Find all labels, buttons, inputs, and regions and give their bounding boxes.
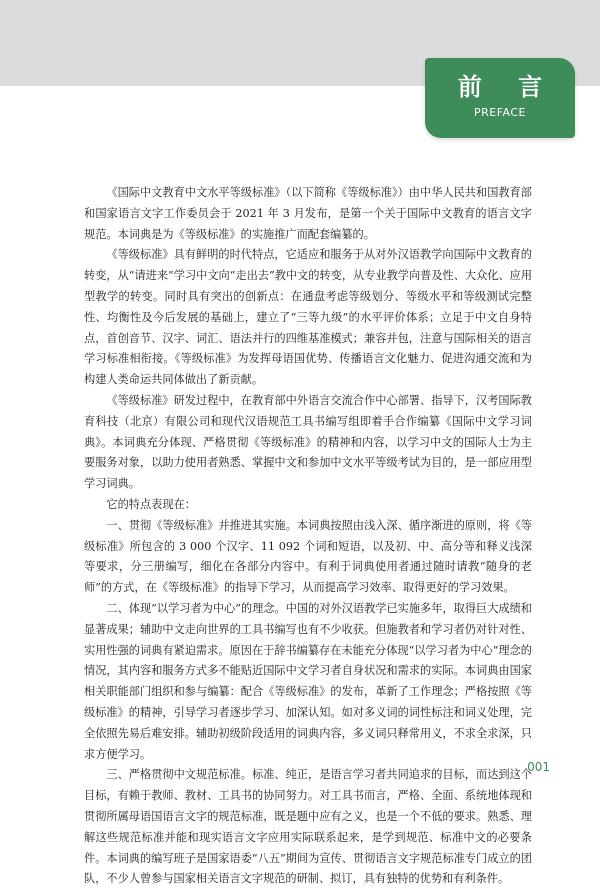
- paragraph: 一、贯彻《等级标准》并推进其实施。本词典按照由浅入深、循序渐进的原则，将《等级标准》所包含的 3 000 个汉字、11 092 个词和短语，以及初、中、高分等和释义浅深等要求，分三册编写，细化在各部分内容中。有利于词典使用者通过随时请教“随身的老师”的方式，在《等级标准》的指导下学习，从而提高学习效率、取得更好的学习效果。: [84, 518, 532, 595]
- paragraph: 《等级标准》具有鲜明的时代特点，它适应和服务于从对外汉语教学向国际中文教育的转变，从“请进来”学习中文向“走出去”教中文的转变，从专业教学向普及性、大众化、应用型教学的转变。同时具有突出的创新点：在通盘考虑等级划分、等级水平和等级测试完整性、均衡性及今后发展的基础上，建立了“三等九级”的水平评价体系；立足于中文自身特点，首创音节、汉字、词汇、语法并行的四维基准模式；兼容并包，注意与国际相关的语言学习标准相衔接。《等级标准》为发挥母语国优势、传播语言文化魅力、促进沟通交流和为构建人类命运共同体做出了新贡献。: [84, 248, 533, 387]
- paragraph: 《国际中文教育中文水平等级标准》（以下简称《等级标准》）由中华人民共和国教育部和国家语言文字工作委员会于 2021 年 3 月发布，是第一个关于国际中文教育的语言文字规范。本词典是为《等级标准》的实施推广而配套编纂的。: [84, 186, 532, 241]
- section-title: 前 言: [457, 73, 557, 101]
- paragraph: 二、体现“以学习者为中心”的理念。中国的对外汉语教学已实施多年，取得巨大成绩和显著成果；辅助中文走向世界的工具书编写也有不少收获。但施教者和学习者仍对针对性、实用性强的词典有紧迫需求。原因在于辞书编纂存在未能充分体现“以学习者为中心”理念的情况，其内容和服务方式多不能贴近国际中文学习者自身状况和需求的实际。本词典由国家相关职能部门组织和参与编纂：配合《等级标准》的发布，革新了工作理念；严格按照《等级标准》的精神，引导学习者逐步学习、加深认知。如对多义词的词性标注和词义处理，完全依照先易后难安排。辅助初级阶段适用的词典内容，多义词只释常用义，不求全求深，只求方便学习。: [84, 601, 532, 761]
- paragraph: 《等级标准》研发过程中，在教育部中外语言交流合作中心部署、指导下，汉考国际教育科技（北京）有限公司和现代汉语规范工具书编写组即着手合作编纂《国际中文学习词典》。本词典充分体现、严格贯彻《等级标准》的精神和内容，以学习中文的国际人士为主要服务对象，以助力使用者熟悉、掌握中文和参加中文水平等级考试为目的，是一部应用型学习词典。: [84, 393, 532, 491]
- paragraph: 它的特点表现在：: [106, 497, 196, 511]
- section-subtitle: PREFACE: [473, 106, 526, 119]
- page-number: 001: [527, 760, 550, 774]
- preface-body: [84, 183, 532, 890]
- section-badge: [425, 58, 575, 138]
- paragraph: 三、严格贯彻中文规范标准。标准、纯正，是语言学习者共同追求的目标，而达到这个目标，有赖于教师、教材、工具书的协同努力。对工具书而言，严格、全面、系统地体现和贯彻所属母语国语言文字的规范标准，既是题中应有之义，也是一个不低的要求。熟悉、理解这些规范标准并能和现实语言文字应用实际联系起来，是学到规范、标准中文的必要条件。本词典的编写班子是国家语委“八五”期间为宣传、贯彻语言文字规范标准专门成立的团队，不少人曾参与国家相关语言文字规范的研制、拟订，具有独特的优势和有利条件。: [84, 768, 532, 886]
